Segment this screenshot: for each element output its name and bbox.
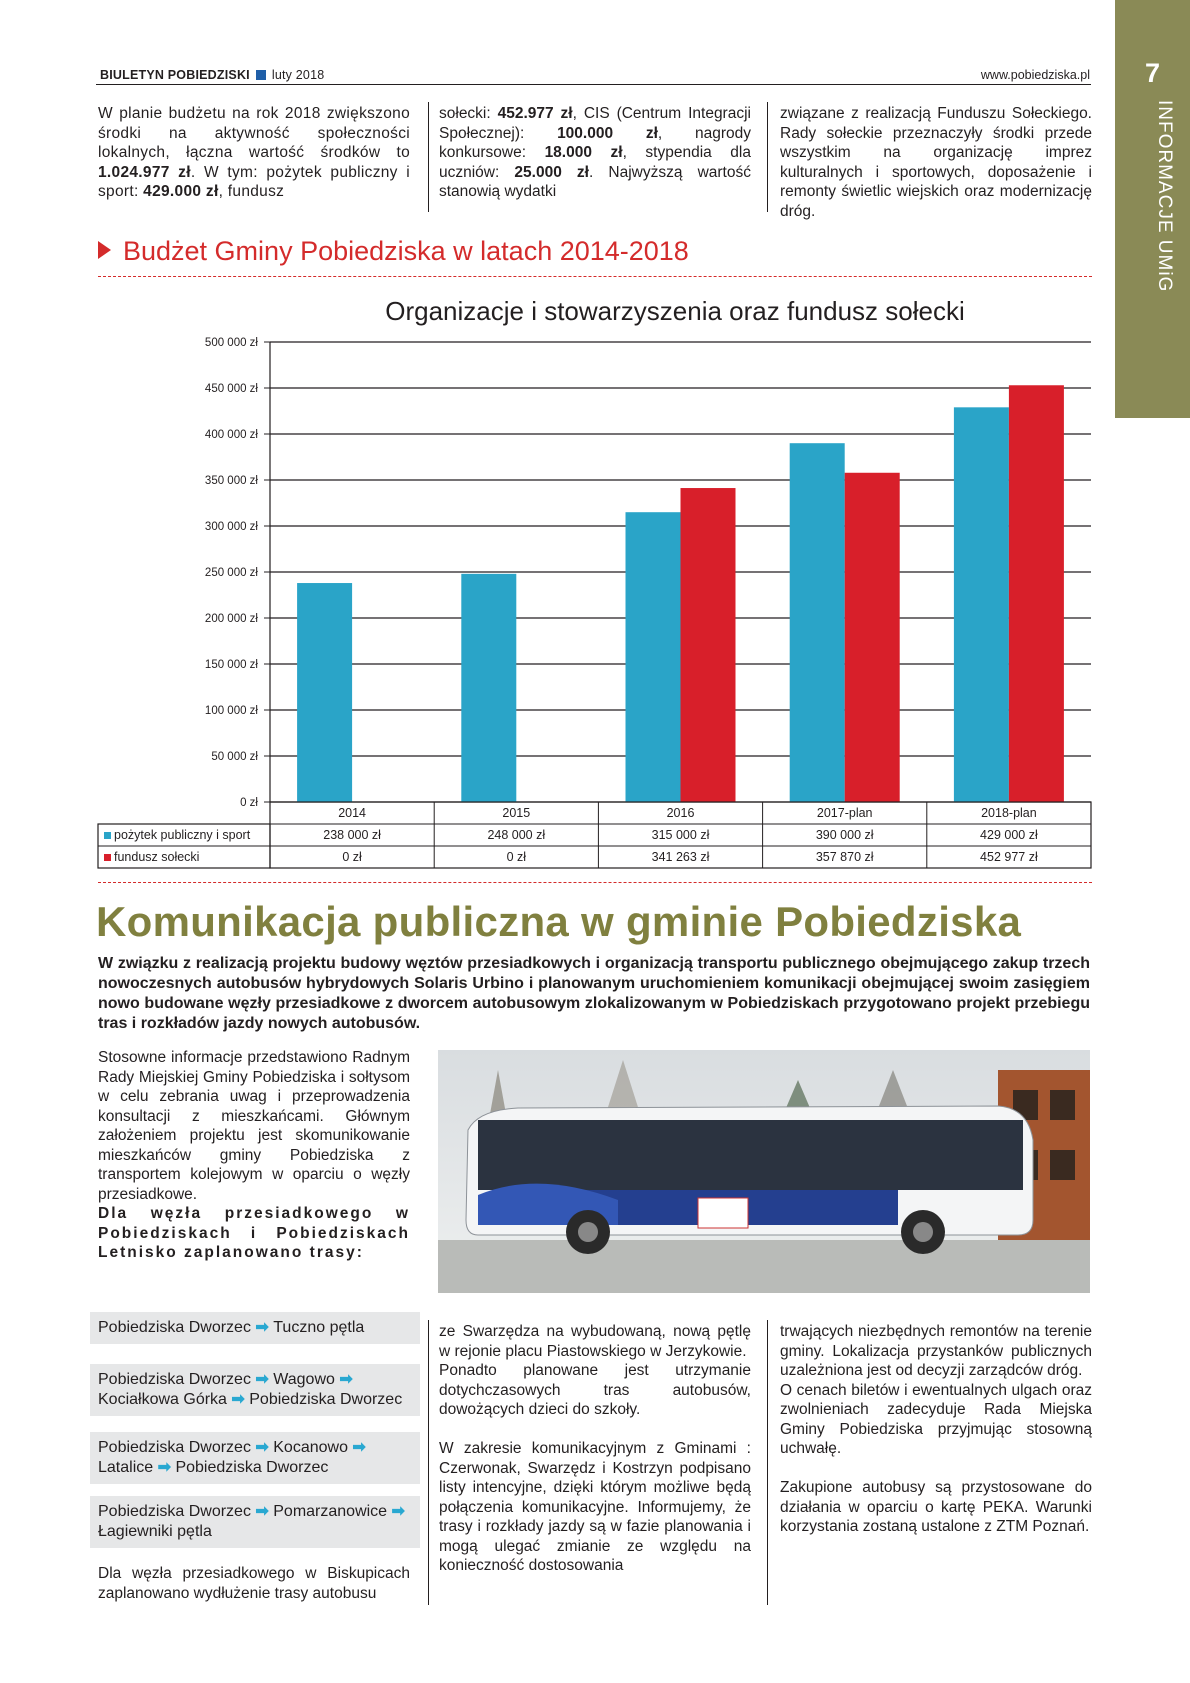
column-divider — [428, 1320, 429, 1605]
data-label: 341 263 zł — [651, 850, 710, 864]
data-label: 248 000 zł — [487, 828, 546, 842]
route-item — [90, 1364, 420, 1416]
issue-date: luty 2018 — [271, 68, 325, 82]
chart-data-table — [98, 802, 1091, 868]
y-tick-label: 500 000 zł — [204, 337, 258, 349]
route-stop: Pobiedziska Dworzec — [98, 1319, 251, 1336]
column-divider — [767, 102, 768, 212]
route-stop: Kocanowo — [273, 1439, 348, 1456]
budget-section-title: Budżet Gminy Pobiedziska w latach 2014-2018 — [98, 236, 689, 267]
data-label: 452 977 zł — [980, 850, 1038, 864]
intro-column-3: związane z realizacją Funduszu Sołeckiego. Rady sołeckie przeznaczyły środki przede wszystkim na organizację imprez kulturalnych i sportowych, doposażenie i remonty świetlic wiejskich oraz modernizację dróg. — [780, 105, 1092, 220]
route-stop: Pobiedziska Dworzec — [249, 1391, 403, 1408]
chart-bars — [297, 385, 1064, 802]
arrow-right-icon: ➡ — [250, 1319, 274, 1336]
bar-2014-0 — [297, 583, 352, 802]
y-tick-label: 350 000 zł — [204, 475, 258, 487]
arrow-right-icon: ➡ — [226, 1391, 250, 1408]
route-stop: Tuczno pętla — [273, 1319, 365, 1336]
chart-title: Organizacje i stowarzyszenia oraz fundusz sołecki — [385, 296, 965, 326]
y-tick-label: 150 000 zł — [204, 659, 258, 671]
y-tick-label: 100 000 zł — [204, 705, 258, 717]
route-stop: Pobiedziska Dworzec — [98, 1439, 251, 1456]
arrow-right-icon: ➡ — [250, 1371, 274, 1388]
y-tick-label: 300 000 zł — [204, 521, 258, 533]
data-label: 357 870 zł — [815, 850, 874, 864]
data-label: 429 000 zł — [980, 828, 1038, 842]
bar-2017-plan-1 — [845, 473, 900, 802]
y-tick-label: 400 000 zł — [204, 429, 258, 441]
bar-2016-0 — [626, 512, 681, 802]
data-label: 390 000 zł — [815, 828, 874, 842]
dashed-divider — [98, 276, 1092, 277]
route-stop: Pobiedziska Dworzec — [98, 1371, 251, 1388]
biskupice-text: Dla węzła przesiadkowego w Biskupicach zaplanowano wydłużenie trasy autobusu — [98, 1565, 410, 1602]
website-link[interactable]: www.pobiedziska.pl — [980, 68, 1090, 82]
data-label: 315 000 zł — [651, 828, 710, 842]
triangle-right-icon — [98, 241, 111, 259]
budget-chart — [0, 330, 1100, 875]
page-number: 7 — [1144, 58, 1161, 88]
route-stop: Latalice — [98, 1459, 154, 1476]
arrow-right-icon: ➡ — [387, 1503, 405, 1520]
legend-swatch — [104, 832, 111, 839]
y-tick-label: 0 zł — [240, 797, 258, 809]
x-tick-label: 2017-plan — [816, 806, 873, 820]
legend-label: pożytek publiczny i sport — [114, 828, 251, 842]
header-publication — [100, 68, 324, 82]
arrow-right-icon: ➡ — [250, 1503, 274, 1520]
y-tick-label: 200 000 zł — [204, 613, 258, 625]
section-label: INFORMACJE UMiG — [1154, 100, 1175, 293]
route-stop: Wagowo — [273, 1371, 335, 1388]
x-tick-label: 2018-plan — [981, 806, 1037, 820]
header-divider — [96, 84, 1091, 85]
intro-column-1: W planie budżetu na rok 2018 zwiększono środki na aktywność społeczności lokalnych, łączna wartość środków to 1.024.977 zł. W tym: pożytek publiczny i sport: 429.000 zł, fundusz — [98, 105, 410, 200]
publication-name: BIULETYN POBIEDZISKI — [100, 68, 250, 82]
transport-lead: W związku z realizacją projektu budowy węztów przesiadkowych i organizacją transportu publicznego obejmującego zakup trzech nowoczesnych autobusów hybrydowych Solaris Urbino i planowanym uruchomieniem komunikacji obejmującej swoim zasięgiem nowo budowane węzły przesiadkowe z dworcem autobusowym zlokalizowanym w Pobiedziskach przygotowano projekt przebiegu tras i rozkładów jazdy nowych autobusów. — [98, 955, 1090, 1032]
arrow-right-icon: ➡ — [334, 1371, 353, 1388]
route-stop: Pobiedziska Dworzec — [98, 1503, 251, 1520]
y-tick-label: 250 000 zł — [204, 567, 258, 579]
route-stop: Pobiedziska Dworzec — [175, 1459, 329, 1476]
x-tick-label: 2014 — [338, 806, 367, 820]
transport-left-column: Stosowne informacje przedstawiono Radnym Rady Miejskiej Gminy Pobiedziska i sołtysom w celu zebrania uwag i przeprowadzenia konsultacji z mieszkańcami. Głównym założeniem projektu jest skomunikowanie mieszkańców gminy Pobiedziska z transportem kolejowym w oparciu o węzły przesiadkowe. Dla węzła przesiadkowego w Pobiedziskach i Pobiedziskach Letnisko zaplanowano trasy: — [98, 1049, 410, 1261]
transport-column-2: ze Swarzędza na wybudowaną, nową pętlę w rejonie placu Piastowskiego w Jerzykowie. Ponadto planowane jest utrzymanie dotychczasowych tras autobusów, dowożących dzieci do szkoły. W zakresie komunikacyjnym z Gminami : Czerwonak, Swarzędz i Kostrzyn podpisano listy intencyjne, dzięki którym możliwe będą połączenia komunikacyjne. Informujemy, że trasy i rozkłady jazdy są w fazie planowania i mogą ulegać zmianie ze względu na konieczność dostosowania — [439, 1323, 751, 1574]
x-tick-label: 2016 — [666, 806, 695, 820]
route-item — [90, 1432, 420, 1484]
bar-2018-plan-0 — [954, 407, 1009, 802]
bar-2018-plan-1 — [1009, 385, 1064, 802]
column-divider — [428, 102, 429, 212]
column-divider — [767, 1320, 768, 1605]
bar-2017-plan-0 — [790, 443, 845, 802]
bus-photo — [438, 1050, 1090, 1293]
y-tick-label: 50 000 zł — [211, 751, 258, 763]
intro-column-2: sołecki: 452.977 zł, CIS (Centrum Integracji Społecznej): 100.000 zł, nagrody konkursowe: 18.000 zł, stypendia dla uczniów: 25.000 zł. Najwyższą wartość stanowią wydatki — [439, 105, 751, 200]
route-stop: Łagiewniki pętla — [98, 1523, 212, 1540]
bar-2015-0 — [461, 574, 516, 802]
y-tick-label: 450 000 zł — [204, 383, 258, 395]
route-stop: Kociałkowa Górka — [98, 1391, 227, 1408]
route-item — [90, 1496, 420, 1548]
dashed-divider — [98, 882, 1092, 883]
transport-title: Komunikacja publiczna w gminie Pobiedziska — [96, 898, 1022, 945]
data-label: 0 zł — [342, 850, 362, 864]
route-item — [90, 1312, 420, 1344]
route-stop: Pomarzanowice — [273, 1503, 388, 1520]
data-label: 238 000 zł — [323, 828, 381, 842]
data-label: 0 zł — [506, 850, 527, 864]
x-tick-label: 2015 — [502, 806, 531, 820]
arrow-right-icon: ➡ — [250, 1439, 274, 1456]
legend-swatch — [104, 854, 111, 861]
arrow-right-icon: ➡ — [347, 1439, 366, 1456]
y-axis-ticks — [205, 337, 259, 809]
header-square-icon — [256, 70, 266, 80]
legend-label: fundusz sołecki — [114, 850, 200, 864]
bar-2016-1 — [681, 488, 736, 802]
transport-column-3: trwających niezbędnych remontów na terenie gminy. Lokalizacja przystanków publicznych uzależniona jest od decyzji zarządców dróg. O cenach biletów i ewentualnych ulgach oraz zwolnieniach zadecyduje Rada Miejska Gminy Pobiedziska przyjmując stosowną uchwałę. Zakupione autobusy są przystosowane do działania w oparciu o kartę PEKA. Warunki korzystania zostaną ustalone z ZTM Poznań. — [780, 1323, 1092, 1535]
arrow-right-icon: ➡ — [153, 1459, 176, 1476]
